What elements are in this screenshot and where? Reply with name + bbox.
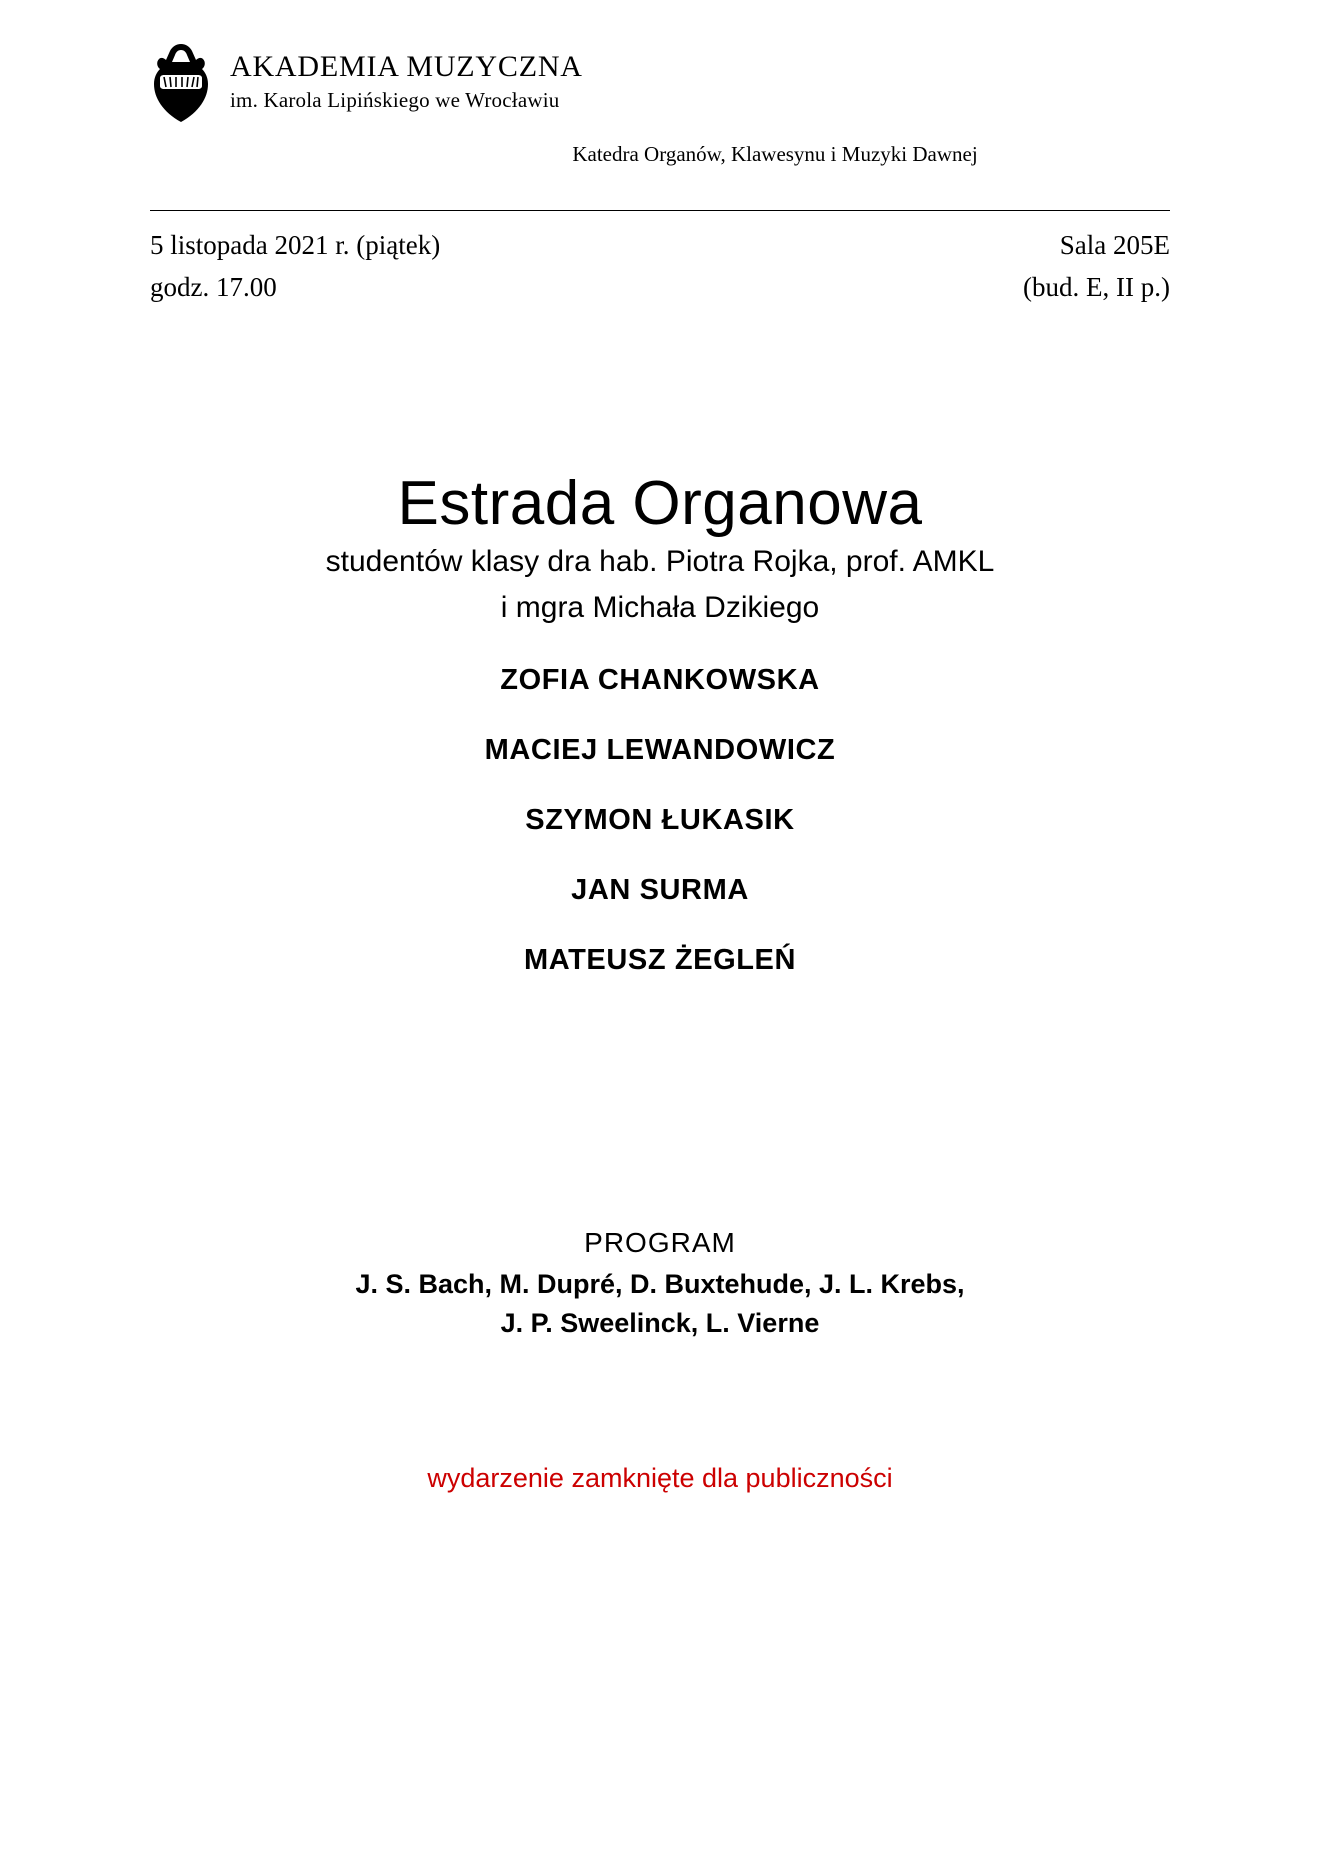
subtitle-line-1: studentów klasy dra hab. Piotra Rojka, prof. AMKL: [325, 544, 995, 578]
program-composers-line-1: J. S. Bach, M. Dupré, D. Buxtehude, J. L. Krebs,: [355, 1268, 965, 1299]
list-item: MATEUSZ ŻEGLEŃ: [523, 943, 797, 976]
event-datetime: [150, 225, 440, 309]
event-meta: [150, 211, 1170, 309]
program-composers-line-2: J. P. Sweelinck, L. Vierne: [500, 1307, 820, 1338]
document-header: [150, 0, 1170, 192]
department-name: Katedra Organów, Klawesynu i Muzyki Dawnej: [572, 142, 978, 166]
subtitle-line-2: i mgra Michała Dzikiego: [500, 590, 820, 624]
list-item: JAN SURMA: [571, 873, 749, 906]
event-room: Sala 205E: [1059, 230, 1170, 260]
performers-list: [150, 664, 1170, 977]
institution-logo-block: [150, 42, 1170, 124]
closed-event-notice: wydarzenie zamknięte dla publiczności: [427, 1462, 893, 1493]
list-item: ZOFIA CHANKOWSKA: [500, 663, 820, 696]
event-date: 5 listopada 2021 r. (piątek): [150, 230, 441, 260]
institution-subtitle: im. Karola Lipińskiego we Wrocławiu: [230, 87, 560, 112]
program-heading: PROGRAM: [584, 1226, 736, 1258]
event-time: godz. 17.00: [150, 271, 277, 302]
list-item: SZYMON ŁUKASIK: [525, 803, 795, 836]
list-item: MACIEJ LEWANDOWICZ: [484, 733, 836, 766]
lyre-icon: [150, 42, 212, 124]
institution-name: AKADEMIA MUZYCZNA: [230, 50, 583, 83]
event-building: (bud. E, II p.): [1023, 271, 1170, 302]
institution-name-block: [230, 42, 583, 113]
main-content: [150, 468, 1170, 977]
program-section: [150, 1227, 1170, 1343]
event-location: [1023, 225, 1170, 309]
page-title: Estrada Organowa: [397, 468, 923, 538]
